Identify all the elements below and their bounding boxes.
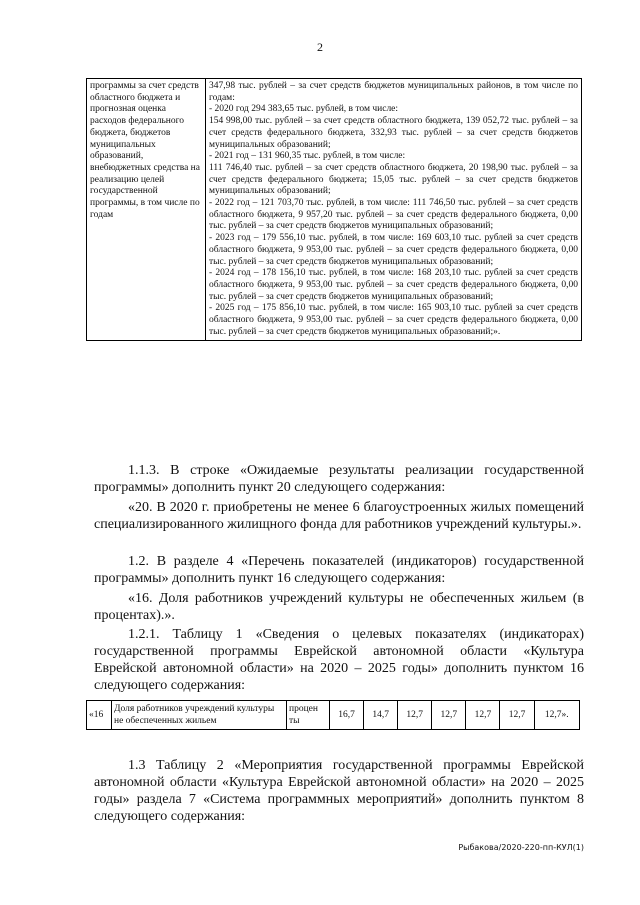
paragraph-1-3: 1.3 Таблицу 2 «Мероприятия государственной программы Еврейской автономной области «Культура Еврейской автономной области» на 2020 – 2025 годы» раздела 7 «Система программных мероприятий» дополнить пунктом 8 следующего содержания: xyxy=(94,758,584,824)
indicator-value: 12,7 xyxy=(398,701,432,730)
paragraph-item-20: «20. В 2020 г. приобретены не менее 6 благоустроенных жилых помещений специализированного жилищного фонда для работников учреждений культуры.». xyxy=(94,500,584,532)
indicator-number: «16 xyxy=(87,701,112,730)
indicator-value: 12,7 xyxy=(432,701,466,730)
indicator-value: 14,7 xyxy=(364,701,398,730)
indicator-value: 16,7 xyxy=(330,701,364,730)
budget-table xyxy=(86,78,582,341)
budget-line: 154 998,00 тыс. рублей – за счет средств областного бюджета, 139 052,72 тыс. рублей – за счет средств федерального бюджета, 332,93 тыс. рублей – за счет средств бюджетов муниципальных образований; xyxy=(209,116,578,150)
budget-line: - 2021 год – 131 960,35 тыс. рублей, в том числе: xyxy=(209,151,406,162)
budget-line: - 2020 год 294 383,65 тыс. рублей, в том числе: xyxy=(209,104,399,115)
indicator-value: 12,7 xyxy=(466,701,500,730)
budget-line: - 2024 год – 178 156,10 тыс. рублей, в том числе: 168 203,10 тыс. рублей за счет средств областного бюджета, 9 953,00 тыс. рублей – за счет средств федерального бюджета, 0,00 тыс. рублей – за счет средств бюджетов муниципальных образований; xyxy=(209,268,578,302)
budget-line: - 2023 год – 179 556,10 тыс. рублей, в том числе: 169 603,10 тыс. рублей за счет средств областного бюджета, 9 953,00 тыс. рублей – за счет средств федерального бюджета, 0,00 тыс. рублей – за счет средств бюджетов муниципальных образований; xyxy=(209,233,578,267)
indicator-table xyxy=(86,700,580,730)
indicator-unit: процен ты xyxy=(287,701,330,730)
budget-line: - 2022 год – 121 703,70 тыс. рублей, в том числе: 111 746,50 тыс. рублей – за счет средств областного бюджета, 9 957,20 тыс. рублей – за счет средств федерального бюджета, 0,00 тыс. рублей – за счет средств бюджетов муниципальных образований; xyxy=(209,198,578,232)
budget-values-cell xyxy=(206,79,582,341)
paragraph-1-1-3: 1.1.3. В строке «Ожидаемые результаты реализации государственной программы» дополнить пункт 20 следующего содержания: xyxy=(94,463,584,495)
paragraph-1-2-1: 1.2.1. Таблицу 1 «Сведения о целевых показателях (индикаторах) государственной программы Еврейской автономной области «Культура Еврейской автономной области» на 2020 – 2025 годы» дополнить пунктом 16 следующего содержания: xyxy=(94,627,584,693)
footer-reference: Рыбакова/2020-220-пп-КУЛ(1) xyxy=(458,843,584,852)
indicator-name: Доля работников учреждений культуры не обеспеченных жильем xyxy=(112,701,287,730)
paragraph-item-16: «16. Доля работников учреждений культуры не обеспеченных жильем (в процентах).». xyxy=(94,591,584,623)
table-row xyxy=(87,701,580,730)
indicator-value: 12,7 xyxy=(500,701,534,730)
budget-line: 347,98 тыс. рублей – за счет средств бюджетов муниципальных районов, в том числе по годам: xyxy=(209,81,578,103)
budget-line: 111 746,40 тыс. рублей – за счет средств областного бюджета, 20 198,90 тыс. рублей – за счет средств федерального бюджета; 15,05 тыс. рублей – за счет средств бюджетов муниципальных образований; xyxy=(209,162,578,197)
budget-label-cell: программы за счет средств областного бюджета и прогнозная оценка расходов федерального бюджета, бюджетов муниципальных образований, внебюджетных средства на реализацию целей государственной программы, в том числе по годам xyxy=(87,79,206,341)
paragraph-1-2: 1.2. В разделе 4 «Перечень показателей (индикаторов) государственной программы» дополнить пункт 16 следующего содержания: xyxy=(94,554,584,586)
indicator-value: 12,7». xyxy=(534,701,579,730)
budget-line: - 2025 год – 175 856,10 тыс. рублей, в том числе: 165 903,10 тыс. рублей за счет средств областного бюджета, 9 953,00 тыс. рублей – за счет средств федерального бюджета, 0,00 тыс. рублей – за счет средств бюджетов муниципальных образований;». xyxy=(209,303,578,337)
page-number: 2 xyxy=(317,40,323,54)
